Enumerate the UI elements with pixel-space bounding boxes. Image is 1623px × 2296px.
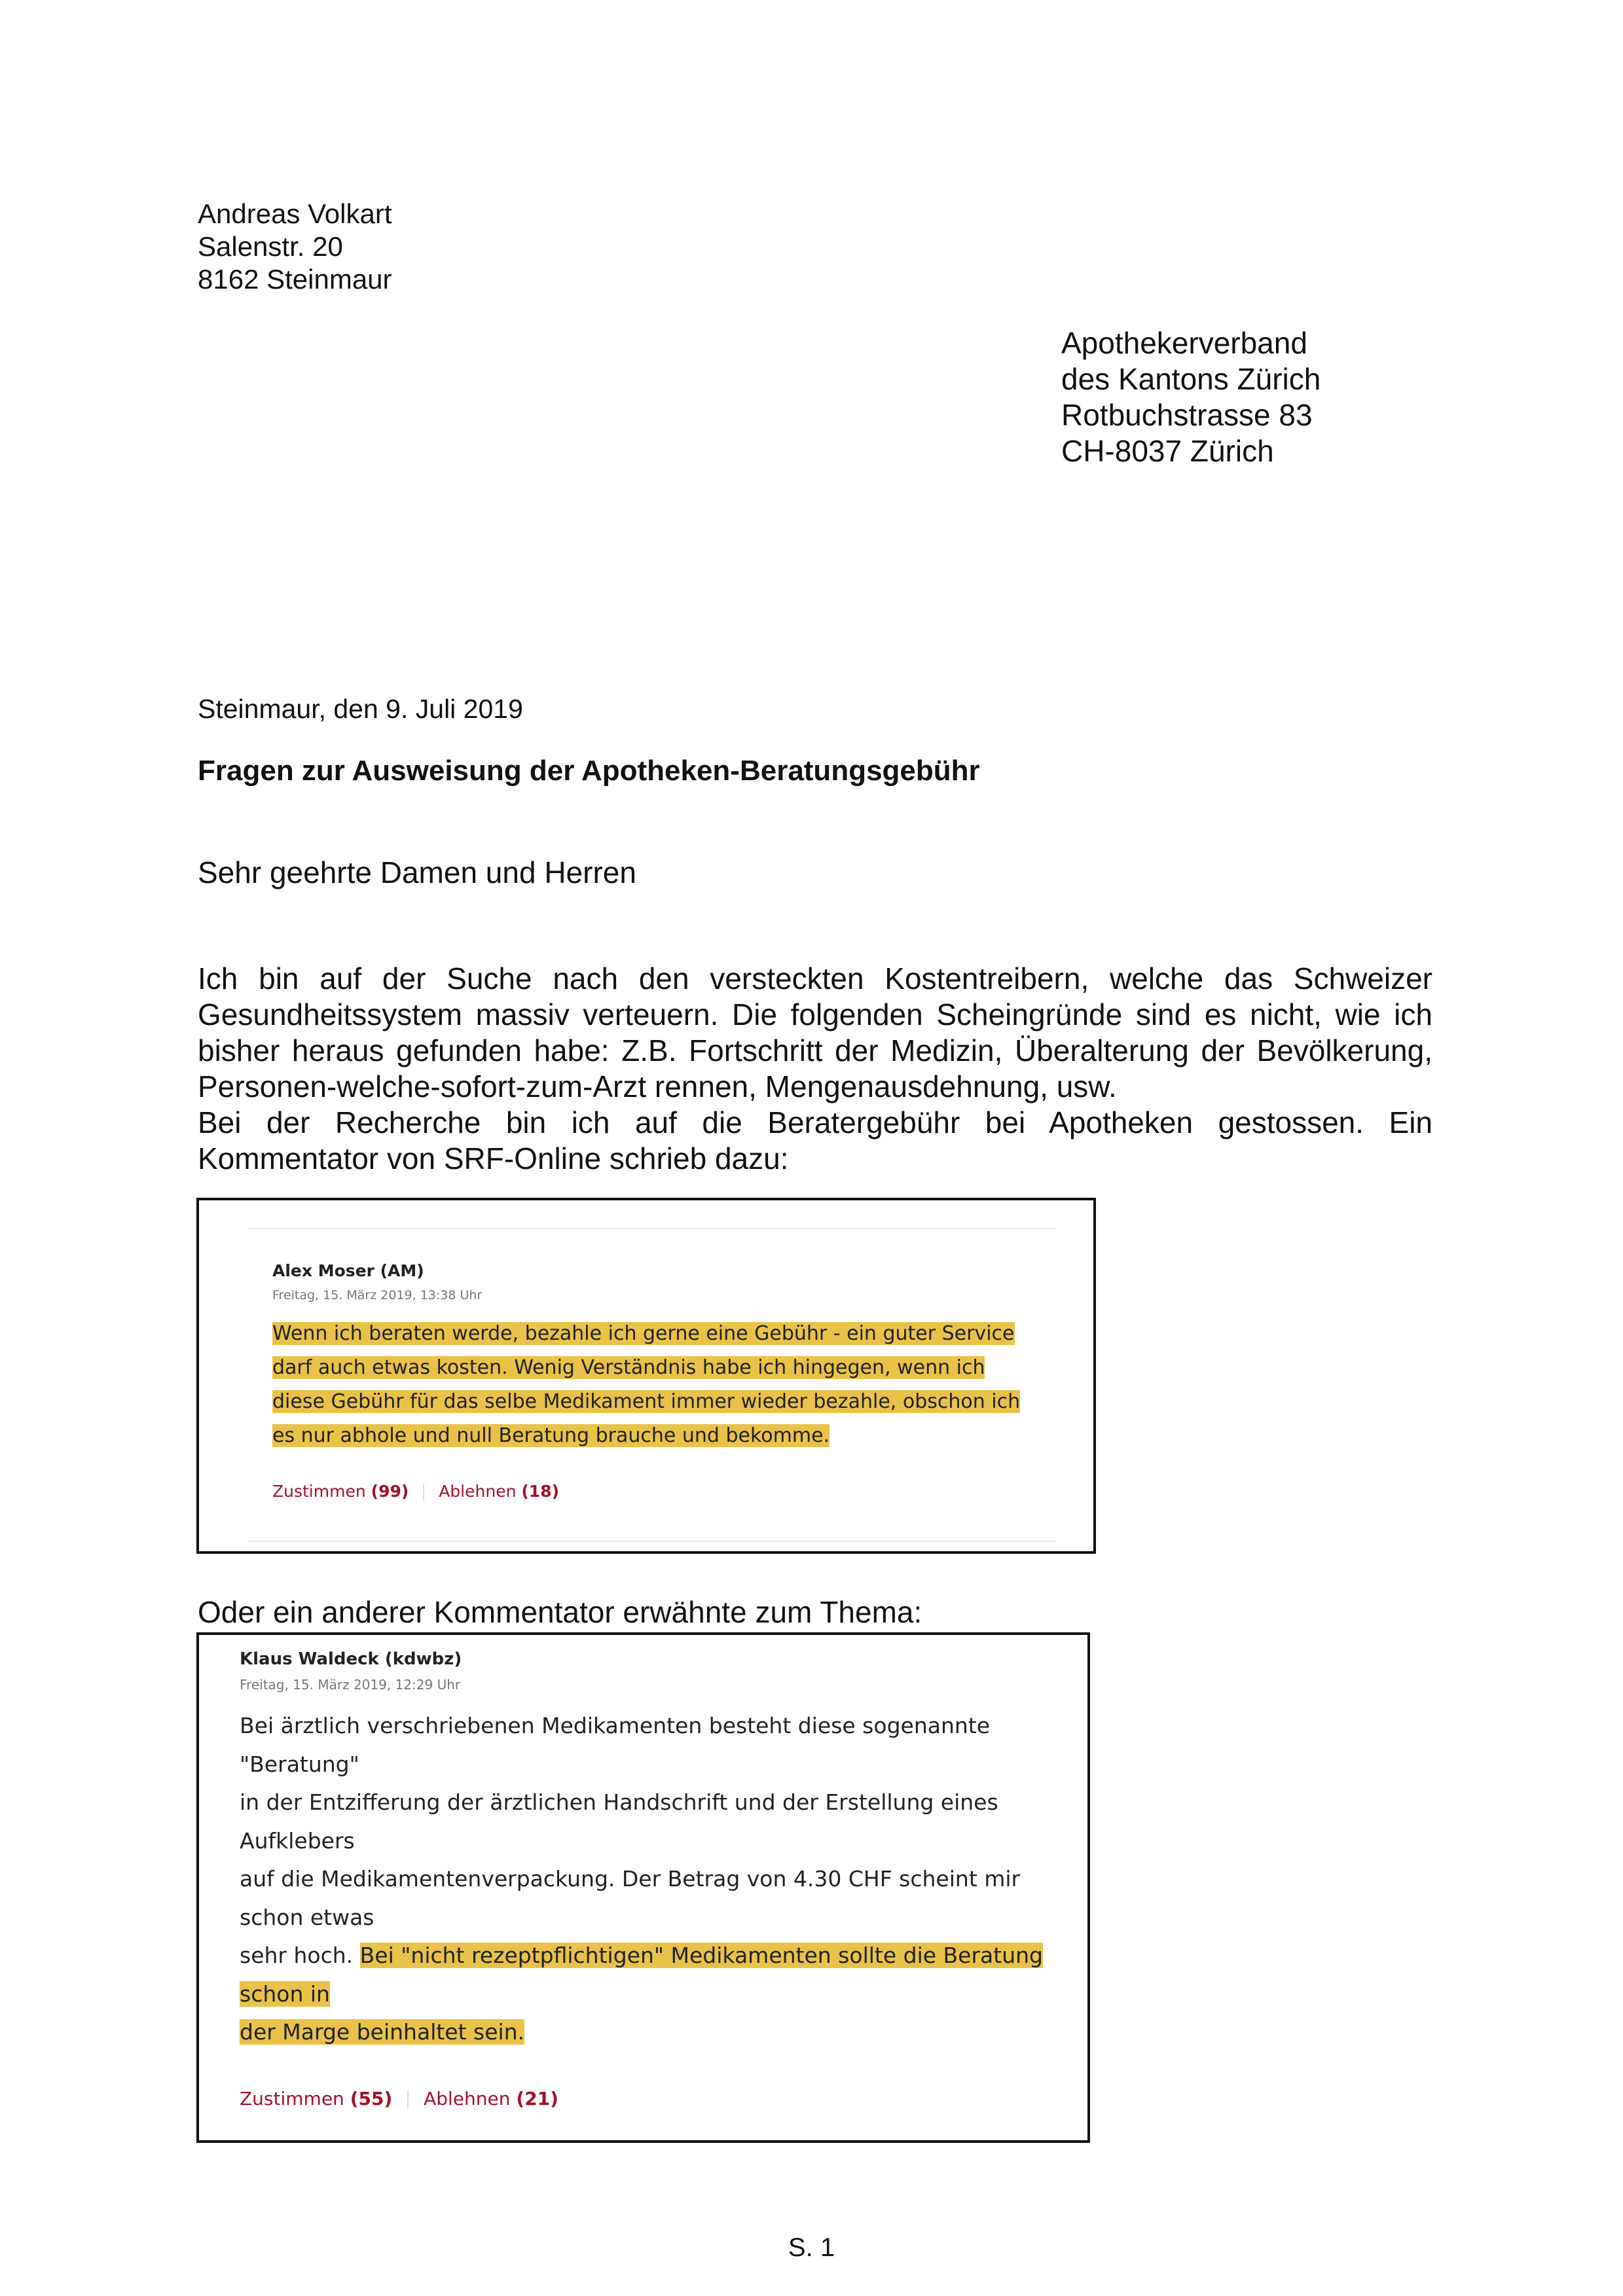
recipient-line-1: Apothekerverband: [1061, 326, 1307, 360]
comment-votes: [272, 1482, 559, 1501]
recipient-line-3: Rotbuchstrasse 83: [1061, 398, 1313, 432]
comment-line: Aufklebers: [240, 1827, 355, 1854]
comment-top-divider: [247, 1228, 1057, 1229]
comment-votes: [240, 2088, 558, 2109]
body-paragraph-1: Ich bin auf der Suche nach den versteckten Kostentreibern, welche das Schweizer Gesundheitssystem massiv verteuern. Die folgenden Scheingründe sind es nicht, wie ich bisher heraus gefunden habe: Z.B. Fortschritt der Medizin, Überalterung der Bevölkerung, Personen-welche-sofort-zum-Arzt rennen, Mengenausdehnung, usw.: [198, 961, 1432, 1103]
sender-name: Andreas Volkart: [198, 198, 392, 229]
comment-line: in der Entzifferung der ärztlichen Handschrift und der Erstellung eines: [240, 1789, 998, 1815]
sender-address: [198, 198, 392, 296]
recipient-address: [1061, 325, 1321, 469]
comment-screenshot-2: [196, 1632, 1090, 2143]
subject-line: Fragen zur Ausweisung der Apotheken-Beratungsgebühr: [198, 755, 980, 787]
comment-author: Klaus Waldeck (kdwbz): [240, 1649, 462, 1669]
comment-line: auf die Medikamentenverpackung. Der Betrag von 4.30 CHF scheint mir: [240, 1866, 1021, 1892]
vote-separator: [423, 1484, 424, 1501]
letter-body: [198, 961, 1432, 1177]
comment-text: [240, 1707, 1043, 2052]
comment-bottom-divider: [247, 1541, 1057, 1542]
highlighted-text: es nur abhole und null Beratung brauche und bekomme.: [272, 1424, 830, 1447]
comment-screenshot-1: [196, 1198, 1096, 1554]
reject-button[interactable]: Ablehnen (18): [439, 1482, 560, 1501]
body-paragraph-2: Bei der Recherche bin ich auf die Beratergebühr bei Apotheken gestossen. Ein Kommentator von SRF-Online schrieb dazu:: [198, 1105, 1432, 1175]
reject-button[interactable]: Ablehnen (21): [424, 2088, 558, 2109]
highlighted-text: diese Gebühr für das selbe Medikament immer wieder bezahle, obschon ich: [272, 1390, 1021, 1413]
comment-author: Alex Moser (AM): [272, 1261, 424, 1280]
sender-city: 8162 Steinmaur: [198, 264, 392, 295]
comment-timestamp: Freitag, 15. März 2019, 13:38 Uhr: [272, 1288, 483, 1302]
sender-street: Salenstr. 20: [198, 231, 343, 262]
agree-button[interactable]: Zustimmen (99): [272, 1482, 409, 1501]
comment-text: [272, 1317, 1020, 1453]
date-line: Steinmaur, den 9. Juli 2019: [198, 694, 523, 724]
highlighted-text: schon in: [240, 1981, 330, 2007]
agree-button[interactable]: Zustimmen (55): [240, 2088, 393, 2109]
recipient-line-4: CH-8037 Zürich: [1061, 434, 1274, 468]
second-comment-intro: Oder ein anderer Kommentator erwähnte zum Thema:: [198, 1595, 922, 1629]
highlighted-text: Bei "nicht rezeptpflichtigen" Medikamenten sollte die Beratung: [359, 1943, 1043, 1968]
recipient-line-2: des Kantons Zürich: [1061, 362, 1321, 396]
salutation: Sehr geehrte Damen und Herren: [198, 855, 636, 889]
comment-timestamp: Freitag, 15. März 2019, 12:29 Uhr: [240, 1677, 461, 1693]
comment-line: Bei ärztlich verschriebenen Medikamenten besteht diese sogenannte: [240, 1713, 991, 1738]
vote-separator: [407, 2090, 409, 2109]
highlighted-text: darf auch etwas kosten. Wenig Verständnis habe ich hingegen, wenn ich: [272, 1356, 985, 1379]
highlighted-text: der Marge beinhaltet sein.: [240, 2019, 525, 2045]
highlighted-text: Wenn ich beraten werde, bezahle ich gerne eine Gebühr - ein guter Service: [272, 1322, 1015, 1345]
comment-line: sehr hoch. Bei "nicht rezeptpflichtigen" Medikamenten sollte die Beratung: [240, 1943, 1043, 1968]
comment-line: schon etwas: [240, 1904, 374, 1930]
comment-line: "Beratung": [240, 1751, 359, 1777]
page-number: S. 1: [788, 2233, 835, 2262]
